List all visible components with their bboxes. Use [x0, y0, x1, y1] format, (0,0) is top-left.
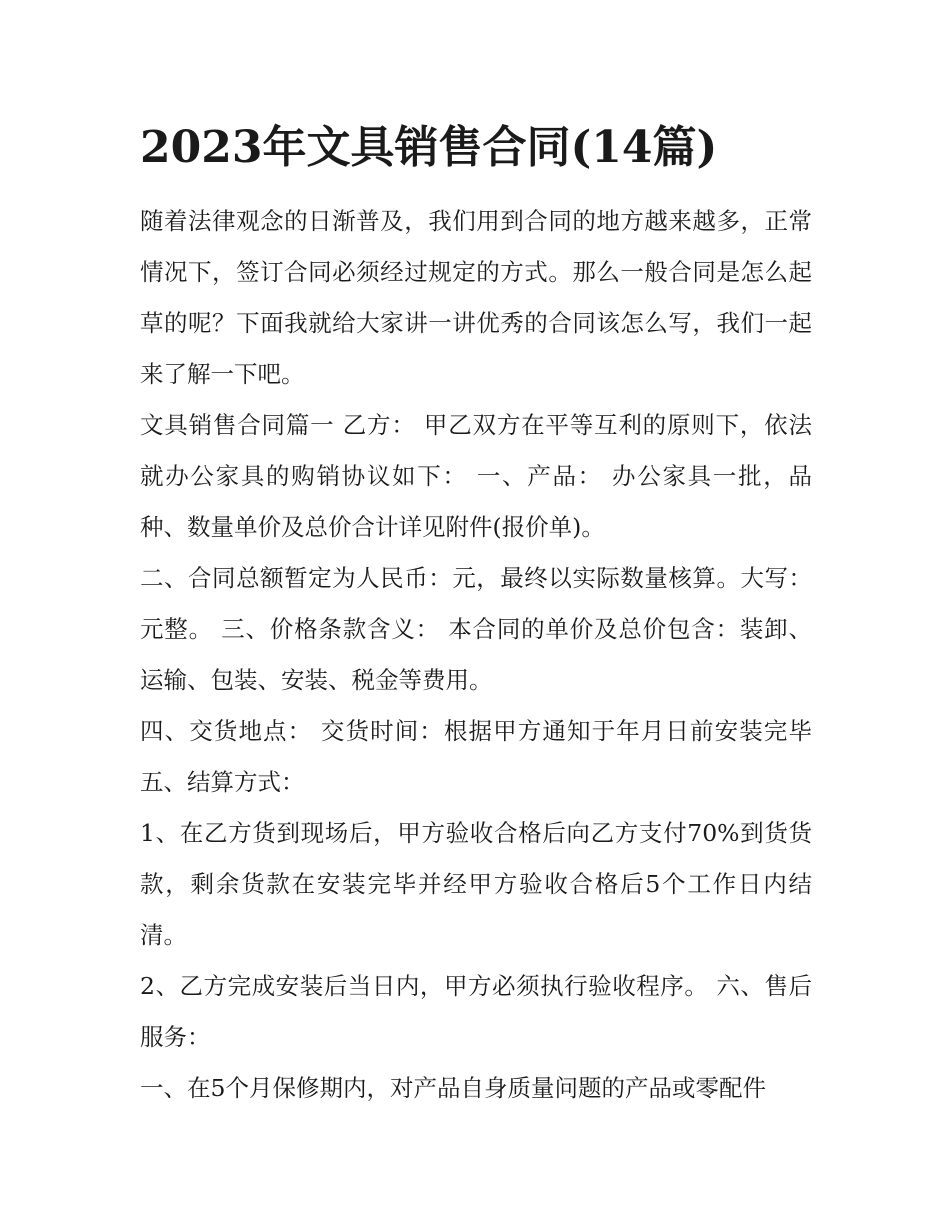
paragraph-after-sales: 一、在5个月保修期内，对产品自身质量问题的产品或零配件 [140, 1074, 766, 1102]
paragraph-settlement-2: 2、乙方完成安装后当日内，甲方必须执行验收程序。 六、售后服务： [140, 972, 812, 1051]
paragraph-settlement-1: 1、在乙方货到现场后，甲方验收合格后向乙方支付70%到货货款，剩余货款在安装完毕并经甲方验收合格后5个工作日内结清。 [140, 819, 812, 949]
document-title: 2023年文具销售合同(14篇) [140, 122, 718, 173]
paragraph-contract-part-one: 文具销售合同篇一 乙方： 甲乙双方在平等互利的原则下，依法就办公家具的购销协议如下： 一、产品： 办公家具一批，品种、数量单价及总价合计详见附件(报价单)。 [140, 411, 812, 541]
document-body [140, 196, 812, 1114]
paragraph-intro: 随着法律观念的日渐普及，我们用到合同的地方越来越多，正常情况下，签订合同必须经过规定的方式。那么一般合同是怎么起草的呢？下面我就给大家讲一讲优秀的合同该怎么写，我们一起来了解一下吧。 [140, 207, 812, 388]
paragraph-contract-amount: 二、合同总额暂定为人民币：元，最终以实际数量核算。大写：元整。 三、价格条款含义： 本合同的单价及总价包含：装卸、运输、包装、安装、税金等费用。 [140, 564, 812, 694]
paragraph-delivery: 四、交货地点： 交货时间：根据甲方通知于年月日前安装完毕 五、结算方式： [140, 717, 812, 796]
